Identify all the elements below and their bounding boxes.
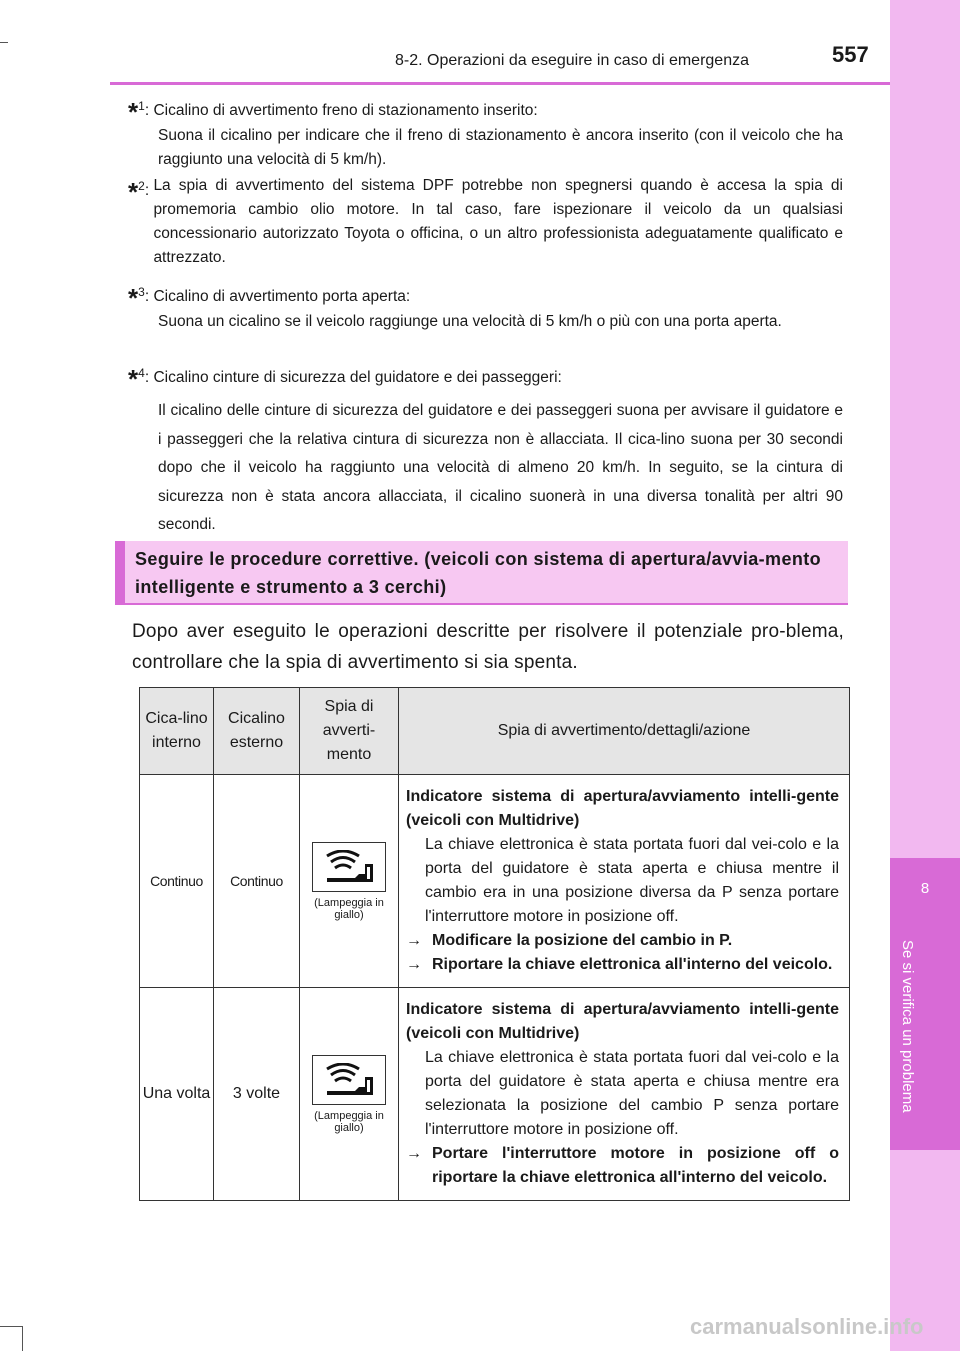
- footnote-2: *$^2$: La spia di avvertimento del sistema DPF potrebbe non spegnersi quando è accesa la spia di promemoria cambio olio motore. In tal caso, fare ispezionare il veicolo da un qualsiasi concessionario autorizzato Toyota o officina, o un altro professionista adeguatamente qualificato e attrezzato.: [128, 174, 843, 270]
- action-text: Riportare la chiave elettronica all'interno del veicolo.: [432, 956, 833, 973]
- footnote-body: Suona un cicalino se il veicolo raggiunge una velocità di 5 km/h o più con una porta aperta.: [158, 313, 782, 330]
- footnote-4: *$^4$: Cicalino cinture di sicurezza del guidatore e dei passeggeri: Il cicalino delle cinture di sicurezza del guidatore e dei passeggeri suona per avvisare il guidatore e i passeggeri che la relativa cintura di sicurezza non è allacciata. Il cica-lino suona per 30 secondi dopo che il veicolo ha raggiunto una velocità di almeno 20 km/h. In seguito, se la cintura di sicurezza non è stata ancora allacciata, il cicalino suonerà in una diversa tonalità per altri 90 secondi.: [128, 361, 843, 540]
- footnote-body: Il cicalino delle cinture di sicurezza del guidatore e dei passeggeri suona per avvisare il guidatore e i passeggeri che la relativa cintura di sicurezza non è allacciata. Il cica-lino suona per 30 secondi dopo che il veicolo ha raggiunto una velocità di almeno 20 km/h. In seguito, se la cintura di sicurezza non è stata ancora allacciata, il cicalino suonerà in una diversa tonalità per altri 90 secondi.: [158, 402, 843, 533]
- crop-mark: [0, 1326, 22, 1327]
- section-heading: Seguire le procedure correttive. (veicoli con sistema di apertura/avvia-mento intelligente e strumento a 3 cerchi): [115, 541, 848, 605]
- footnote-title: Cicalino cinture di sicurezza del guidatore e dei passeggeri:: [153, 369, 562, 386]
- indicator-detail: La chiave elettronica è stata portata fuori dal vei-colo e la porta del guidatore è stata aperta e chiusa mentre era selezionata la posizione del cambio P senza portare l'interruttore motore in posizione off.: [425, 1049, 839, 1138]
- footnote-body: La spia di avvertimento del sistema DPF potrebbe non spegnersi quando è accesa la spia di promemoria cambio olio motore. In tal caso, fare ispezionare il veicolo da un qualsiasi concessionario autorizzato Toyota o officina, o un altro professionista adeguatamente qualificato e attrezzato.: [153, 177, 843, 266]
- action-text: Modificare la posizione del cambio in P.: [432, 932, 733, 949]
- section-intro: Dopo aver eseguito le operazioni descritte per risolvere il potenziale pro-blema, controllare che la spia di avvertimento si sia spenta.: [132, 621, 844, 673]
- chapter-number: 8: [920, 880, 930, 897]
- smart-key-warning-icon: [312, 1055, 386, 1105]
- table-header-row: [140, 688, 850, 775]
- smart-key-warning-icon: [312, 842, 386, 892]
- footnote-mark: 2: [138, 179, 145, 193]
- footnote-3: *$^3$: Cicalino di avvertimento porta aperta: Suona un cicalino se il veicolo raggiunge una velocità di 5 km/h o più con una porta aperta.: [128, 280, 843, 334]
- column-header-external-buzzer: Cicalino esterno: [214, 688, 300, 775]
- asterisk-icon: *: [128, 177, 139, 207]
- footnote-title: Cicalino di avvertimento freno di stazionamento inserito:: [153, 102, 538, 119]
- internal-buzzer-cell: Una volta: [140, 988, 214, 1201]
- external-buzzer-cell: Continuo: [214, 775, 300, 988]
- internal-buzzer-cell: Continuo: [140, 775, 214, 988]
- external-buzzer-cell: 3 volte: [214, 988, 300, 1201]
- page-number: 557: [832, 42, 869, 67]
- footnote-mark: 1: [138, 99, 145, 113]
- action-text: Portare l'interruttore motore in posizione off o riportare la chiave elettronica all'interno del veicolo.: [432, 1145, 839, 1186]
- asterisk-icon: *: [128, 97, 139, 127]
- footnote-body: Suona il cicalino per indicare che il freno di stazionamento è ancora inserito (con il veicolo che ha raggiunto una velocità di 5 km/h).: [158, 127, 843, 168]
- footnote-mark: 4: [138, 366, 145, 380]
- crop-mark: [22, 1326, 23, 1351]
- chapter-title: Se si verifica un problema: [899, 940, 916, 1113]
- indicator-title: Indicatore sistema di apertura/avviamento intelli-gente (veicoli con Multidrive): [406, 788, 839, 829]
- footnote-mark: 3: [138, 285, 145, 299]
- asterisk-icon: *: [128, 364, 139, 394]
- watermark: carmanualsonline.info: [690, 1314, 924, 1339]
- lamp-caption: (Lampeggia in giallo): [314, 896, 384, 921]
- running-head: 8-2. Operazioni da eseguire in caso di emergenza: [395, 52, 749, 69]
- action-item: [406, 953, 839, 977]
- table-row: [140, 988, 850, 1201]
- lamp-caption: (Lampeggia in giallo): [314, 1109, 384, 1134]
- arrow-right-icon: →: [406, 1145, 422, 1162]
- action-item: [406, 929, 839, 953]
- arrow-right-icon: →: [406, 956, 422, 973]
- asterisk-icon: *: [128, 283, 139, 313]
- crop-mark: [0, 42, 8, 43]
- footnote-1: *$^1$: Cicalino di avvertimento freno di stazionamento inserito: Suona il cicalino per indicare che il freno di stazionamento è ancora inserito (con il veicolo che ha raggiunto una velocità di 5 km/h).: [128, 94, 843, 172]
- arrow-right-icon: →: [406, 932, 422, 949]
- action-item: [406, 1142, 839, 1190]
- table-row: [140, 775, 850, 988]
- footnote-title: Cicalino di avvertimento porta aperta:: [153, 288, 411, 305]
- header-rule: [110, 82, 890, 85]
- column-header-details: Spia di avvertimento/dettagli/azione: [399, 688, 850, 775]
- details-cell: [399, 988, 850, 1201]
- column-header-internal-buzzer: Cica-lino interno: [140, 688, 214, 775]
- indicator-title: Indicatore sistema di apertura/avviamento intelli-gente (veicoli con Multidrive): [406, 1001, 839, 1042]
- details-cell: [399, 775, 850, 988]
- indicator-detail: La chiave elettronica è stata portata fuori dal vei-colo e la porta del guidatore è stata aperta e chiusa mentre il cambio era in una posizione diversa da P senza portare l'interruttore motore in posizione off.: [425, 836, 839, 925]
- warning-light-cell: [300, 988, 399, 1201]
- column-header-warning-light: Spia di avverti-mento: [300, 688, 399, 775]
- warning-light-cell: [300, 775, 399, 988]
- warning-table: [139, 687, 850, 1201]
